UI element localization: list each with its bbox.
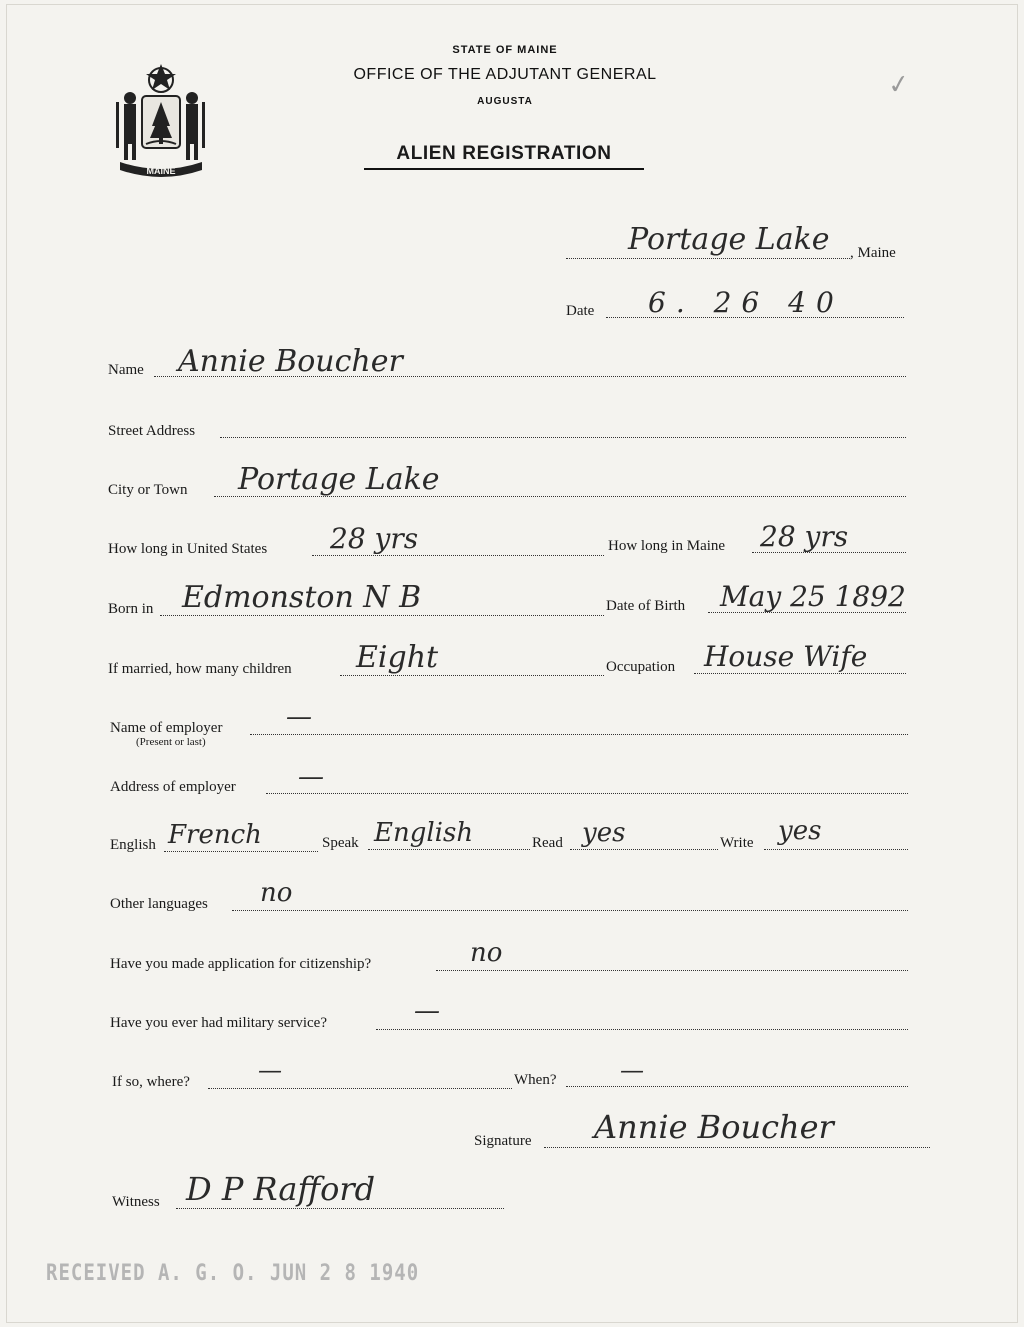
witness-label: Witness [112, 1194, 160, 1210]
citizenship-line [436, 970, 908, 971]
employer-address-label: Address of employer [110, 779, 236, 795]
occupation-line [694, 673, 906, 674]
born-in-value: Edmonston N B [182, 580, 422, 615]
speak-line [368, 849, 530, 850]
witness-value: D P Rafford [186, 1170, 376, 1208]
how-long-us-line [312, 555, 604, 556]
write-value: yes [778, 816, 822, 846]
when-line [566, 1086, 908, 1087]
how-long-maine-value: 28 yrs [760, 520, 849, 553]
children-label: If married, how many children [108, 661, 292, 677]
name-label: Name [108, 362, 144, 378]
street-address-label: Street Address [108, 423, 196, 439]
how-long-maine-label: How long in Maine [608, 538, 726, 554]
office-heading: OFFICE OF THE ADJUTANT GENERAL [353, 66, 657, 83]
employer-name-label: Name of employer [110, 720, 223, 736]
military-line [376, 1029, 908, 1030]
write-line [764, 849, 908, 850]
signature-line [544, 1147, 930, 1148]
born-in-line [160, 615, 604, 616]
children-line [340, 675, 604, 676]
speak-value: English [374, 818, 474, 848]
english-label: English [110, 837, 156, 853]
received-stamp: RECEIVED A. G. O. JUN 2 8 1940 [46, 1260, 420, 1286]
english-value: French [168, 820, 262, 850]
place-value: Portage Lake [628, 222, 830, 257]
dob-label: Date of Birth [606, 598, 686, 614]
employer-name-value: — [286, 702, 312, 732]
occupation-label: Occupation [606, 659, 676, 675]
signature-label: Signature [474, 1133, 532, 1149]
where-line [208, 1088, 512, 1089]
employer-name-sublabel: (Present or last) [136, 736, 206, 748]
margin-check-mark: ✓ [886, 68, 912, 102]
date-value: 6. 26 40 [648, 286, 844, 319]
signature-value: Annie Boucher [594, 1108, 834, 1146]
city-heading: AUGUSTA [477, 96, 533, 107]
military-label: Have you ever had military service? [110, 1015, 327, 1031]
place-label: , Maine [850, 245, 896, 261]
where-value: — [258, 1056, 282, 1084]
read-value: yes [582, 818, 626, 848]
street-address-line [220, 437, 906, 438]
city-value: Portage Lake [238, 462, 440, 497]
dob-value: May 25 1892 [720, 580, 906, 613]
write-label: Write [720, 835, 754, 851]
state-heading: STATE OF MAINE [452, 44, 558, 56]
read-label: Read [532, 835, 563, 851]
occupation-value: House Wife [704, 640, 868, 673]
name-value: Annie Boucher [178, 344, 403, 379]
where-label: If so, where? [112, 1074, 190, 1090]
how-long-us-label: How long in United States [108, 541, 268, 557]
place-line [566, 258, 850, 259]
date-label: Date [566, 303, 595, 319]
born-in-label: Born in [108, 601, 154, 617]
employer-address-line [266, 793, 908, 794]
other-languages-label: Other languages [110, 896, 208, 912]
speak-label: Speak [322, 835, 359, 851]
english-line [164, 851, 318, 852]
city-label: City or Town [108, 482, 188, 498]
citizenship-value: no [470, 938, 503, 968]
when-label: When? [514, 1072, 557, 1088]
employer-name-line [250, 734, 908, 735]
employer-address-value: — [298, 762, 324, 792]
children-value: Eight [356, 640, 439, 675]
read-line [570, 849, 718, 850]
witness-line [176, 1208, 504, 1209]
form-title: ALIEN REGISTRATION [364, 143, 644, 170]
citizenship-label: Have you made application for citizenship? [110, 956, 372, 972]
how-long-us-value: 28 yrs [330, 522, 419, 555]
other-languages-line [232, 910, 908, 911]
svg-text:MAINE: MAINE [146, 166, 176, 176]
other-languages-value: no [260, 878, 293, 908]
military-value: — [414, 996, 440, 1026]
when-value: — [620, 1056, 644, 1084]
